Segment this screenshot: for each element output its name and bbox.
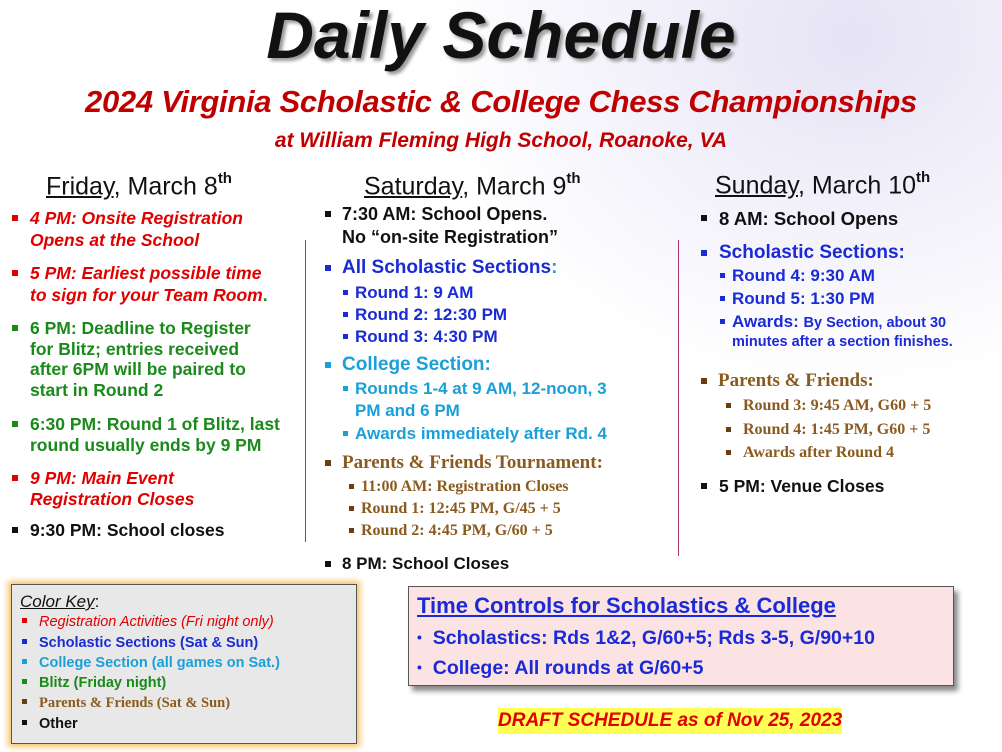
bullet <box>22 618 27 623</box>
sunday-date-suffix: th <box>916 169 931 186</box>
color-key-item: College Section (all games on Sat.) <box>39 655 280 671</box>
saturday-item: 8 PM: School Closes <box>342 554 510 573</box>
color-key-box <box>11 584 357 744</box>
bullet <box>22 720 27 725</box>
sunday-item: Round 4: 1:45 PM, G60 + 5 <box>743 421 931 438</box>
bullet <box>720 296 725 301</box>
friday-item: round usually ends by 9 PM <box>30 435 262 455</box>
sunday-day: Sunday <box>715 171 798 200</box>
sunday-header <box>715 165 930 200</box>
bullet <box>12 527 18 533</box>
friday-header <box>46 166 232 201</box>
bullet <box>325 265 331 271</box>
bullet <box>343 386 348 391</box>
sunday-item: Round 5: 1:30 PM <box>732 289 875 308</box>
friday-item: start in Round 2 <box>30 380 164 400</box>
sunday-item: Awards: By Section, about 30 <box>732 312 947 331</box>
bullet <box>726 427 731 432</box>
column-divider <box>678 240 679 556</box>
saturday-item: Round 2: 4:45 PM, G/60 + 5 <box>361 522 553 539</box>
color-key-item: Other <box>39 716 78 732</box>
draft-notice: DRAFT SCHEDULE as of Nov 25, 2023 <box>498 708 842 734</box>
saturday-item: Round 1: 9 AM <box>355 283 474 302</box>
sunday-item: minutes after a section finishes. <box>732 334 953 350</box>
bullet <box>325 561 331 567</box>
sunday-item: Parents & Friends: <box>718 370 874 391</box>
bullet <box>343 290 348 295</box>
color-key-item: Blitz (Friday night) <box>39 675 167 691</box>
bullet <box>720 273 725 278</box>
bullet <box>325 362 331 368</box>
color-key-title: Color Key: <box>20 592 100 611</box>
bullet <box>12 421 18 427</box>
saturday-date-suffix: th <box>566 170 581 187</box>
bullet <box>343 431 348 436</box>
bullet <box>726 450 731 455</box>
event-subtitle: 2024 Virginia Scholastic & College Chess Championships <box>85 84 917 119</box>
friday-item: 9:30 PM: School closes <box>30 520 225 540</box>
friday-item: 5 PM: Earliest possible time <box>30 263 262 283</box>
bullet <box>701 378 707 384</box>
friday-item: 6 PM: Deadline to Register <box>30 318 251 338</box>
sunday-item: Round 3: 9:45 AM, G60 + 5 <box>743 397 932 414</box>
sunday-item: 8 AM: School Opens <box>719 208 899 229</box>
saturday-item: Parents & Friends Tournament: <box>342 452 603 473</box>
time-control-line: • Scholastics: Rds 1&2, G/60+5; Rds 3-5, G/90+10 <box>417 627 875 649</box>
event-location: at William Fleming High School, Roanoke, VA <box>274 129 728 152</box>
bullet <box>325 460 331 466</box>
bullet <box>325 211 331 217</box>
friday-item: 9 PM: Main Event <box>30 468 174 488</box>
saturday-item: 7:30 AM: School Opens. <box>342 204 548 224</box>
bullet <box>349 506 354 511</box>
column-divider <box>305 240 306 542</box>
saturday-item: College Section: <box>342 354 491 375</box>
friday-item: 4 PM: Onsite Registration <box>30 208 243 228</box>
friday-date-suffix: th <box>217 170 232 187</box>
saturday-item: 11:00 AM: Registration Closes <box>361 478 569 495</box>
sunday-date: , March 10 <box>797 171 917 200</box>
saturday-item: Round 1: 12:45 PM, G/45 + 5 <box>361 500 561 517</box>
sunday-item: 5 PM: Venue Closes <box>719 476 885 496</box>
bullet <box>22 639 27 644</box>
saturday-item: Awards immediately after Rd. 4 <box>355 424 607 443</box>
friday-item: 6:30 PM: Round 1 of Blitz, last <box>30 414 280 434</box>
saturday-date: , March 9 <box>462 172 567 201</box>
bullet <box>12 270 18 276</box>
friday-item: after 6PM will be paired to <box>30 359 246 379</box>
bullet <box>349 484 354 489</box>
bullet <box>12 215 18 221</box>
bullet <box>349 528 354 533</box>
color-key-item: Parents & Friends (Sat & Sun) <box>39 695 231 711</box>
bullet <box>22 679 27 684</box>
bullet <box>22 659 27 664</box>
saturday-item: All Scholastic Sections: <box>342 257 558 278</box>
color-key-item: Registration Activities (Fri night only) <box>39 614 274 630</box>
color-key-item: Scholastic Sections (Sat & Sun) <box>39 635 259 651</box>
friday-item: Opens at the School <box>30 230 200 250</box>
bullet <box>726 403 731 408</box>
bullet <box>701 215 707 221</box>
saturday-day: Saturday <box>364 172 463 201</box>
sunday-item: Awards after Round 4 <box>743 444 894 461</box>
saturday-item: PM and 6 PM <box>355 401 460 420</box>
sunday-item: Round 4: 9:30 AM <box>732 266 875 285</box>
friday-day: Friday <box>46 172 114 201</box>
saturday-item: Round 2: 12:30 PM <box>355 305 508 324</box>
friday-item: Registration Closes <box>30 489 195 509</box>
friday-item: for Blitz; entries received <box>30 339 240 359</box>
bullet <box>701 250 707 256</box>
bullet <box>343 312 348 317</box>
bullet <box>12 475 18 481</box>
time-controls-title: Time Controls for Scholastics & College <box>417 593 836 618</box>
saturday-header <box>364 166 581 201</box>
bullet <box>12 325 18 331</box>
bullet <box>22 699 27 704</box>
bullet <box>343 334 348 339</box>
friday-item: to sign for your Team Room. <box>30 285 268 305</box>
time-controls-box <box>408 586 954 686</box>
time-control-line: • College: All rounds at G/60+5 <box>417 657 704 679</box>
sunday-item: Scholastic Sections: <box>719 242 905 263</box>
bullet <box>701 483 707 489</box>
bullet <box>720 319 725 324</box>
friday-date: , March 8 <box>113 172 218 201</box>
saturday-item: Rounds 1-4 at 9 AM, 12-noon, 3 <box>355 379 607 398</box>
saturday-item: Round 3: 4:30 PM <box>355 327 498 346</box>
page-title: Daily Schedule <box>266 0 736 72</box>
saturday-item: No “on-site Registration” <box>342 227 559 247</box>
